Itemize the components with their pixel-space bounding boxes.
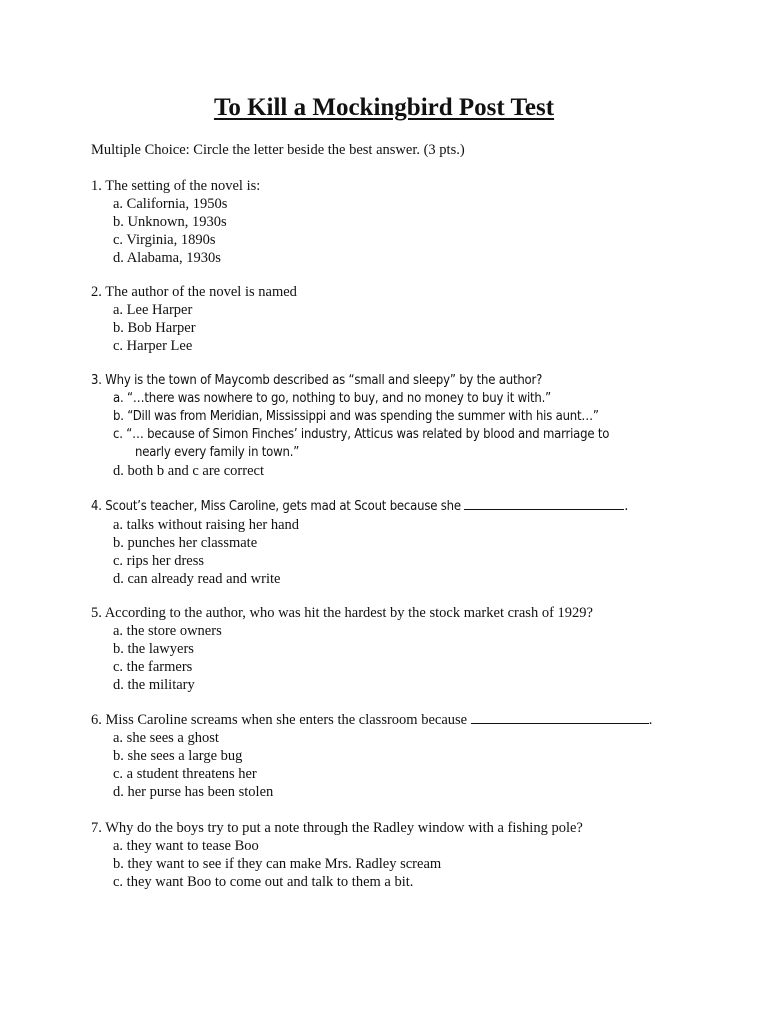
question-stem: [91, 497, 751, 516]
instructions: Multiple Choice: Circle the letter beside the best answer. (3 pts.): [91, 142, 465, 158]
answer-option-c[interactable]: c. the farmers: [113, 659, 193, 675]
answer-option-d[interactable]: d. can already read and write: [113, 571, 281, 587]
question-1: [91, 177, 751, 267]
answer-option-b[interactable]: b. “Dill was from Meridian, Mississippi and was spending the summer with his aunt…”: [113, 409, 599, 424]
answer-option-a[interactable]: a. they want to tease Boo: [113, 838, 259, 854]
answer-option-a[interactable]: a. Lee Harper: [113, 302, 193, 318]
answer-option-a[interactable]: a. California, 1950s: [113, 196, 228, 212]
question-7: [91, 819, 751, 891]
question-stem: 1. The setting of the novel is:: [91, 178, 261, 194]
question-6: [91, 711, 751, 801]
answer-option-b[interactable]: b. they want to see if they can make Mrs. Radley scream: [113, 856, 442, 872]
answer-option-b[interactable]: b. the lawyers: [113, 641, 194, 657]
question-5: [91, 604, 751, 694]
question-3: [91, 372, 751, 480]
question-stem-text: 4. Scout’s teacher, Miss Caroline, gets mad at Scout because she: [91, 499, 461, 514]
title-text: To Kill a Mockingbird Post Test: [213, 94, 555, 121]
question-4: [91, 497, 751, 588]
answer-option-c[interactable]: c. “… because of Simon Finches’ industry, Atticus was related by blood and marriage to: [113, 427, 610, 442]
answer-option-c[interactable]: c. rips her dress: [113, 553, 205, 569]
stem-period: .: [648, 712, 653, 728]
answer-option-b[interactable]: b. Unknown, 1930s: [113, 214, 227, 230]
question-stem: 3. Why is the town of Maycomb described as “small and sleepy” by the author?: [91, 373, 543, 388]
answer-option-d[interactable]: d. both b and c are correct: [113, 463, 264, 479]
answer-blank[interactable]: [464, 497, 624, 510]
answer-option-a[interactable]: a. talks without raising her hand: [113, 517, 300, 533]
question-stem: 5. According to the author, who was hit the hardest by the stock market crash of 1929?: [91, 605, 593, 621]
page-title: [0, 93, 768, 123]
answer-option-c[interactable]: c. a student threatens her: [113, 766, 257, 782]
answer-option-a[interactable]: a. she sees a ghost: [113, 730, 219, 746]
question-stem: [91, 711, 751, 729]
answer-option-a[interactable]: a. the store owners: [113, 623, 222, 639]
answer-option-c-continued: nearly every family in town.”: [135, 445, 300, 460]
answer-option-d[interactable]: d. her purse has been stolen: [113, 784, 274, 800]
question-stem: 7. Why do the boys try to put a note through the Radley window with a fishing pole?: [91, 820, 583, 836]
question-stem: 2. The author of the novel is named: [91, 284, 297, 300]
answer-option-c[interactable]: c. Virginia, 1890s: [113, 232, 216, 248]
answer-option-d[interactable]: d. Alabama, 1930s: [113, 250, 221, 266]
stem-period: .: [624, 498, 629, 514]
question-2: [91, 283, 751, 355]
answer-option-c[interactable]: c. Harper Lee: [113, 338, 193, 354]
answer-option-b[interactable]: b. she sees a large bug: [113, 748, 243, 764]
answer-option-c[interactable]: c. they want Boo to come out and talk to them a bit.: [113, 874, 414, 890]
answer-option-b[interactable]: b. Bob Harper: [113, 320, 196, 336]
answer-option-a[interactable]: a. “…there was nowhere to go, nothing to buy, and no money to buy it with.”: [113, 391, 552, 406]
answer-option-b[interactable]: b. punches her classmate: [113, 535, 258, 551]
question-stem-text: 6. Miss Caroline screams when she enters the classroom because: [91, 712, 468, 728]
answer-option-d[interactable]: d. the military: [113, 677, 195, 693]
answer-blank[interactable]: [471, 711, 649, 724]
